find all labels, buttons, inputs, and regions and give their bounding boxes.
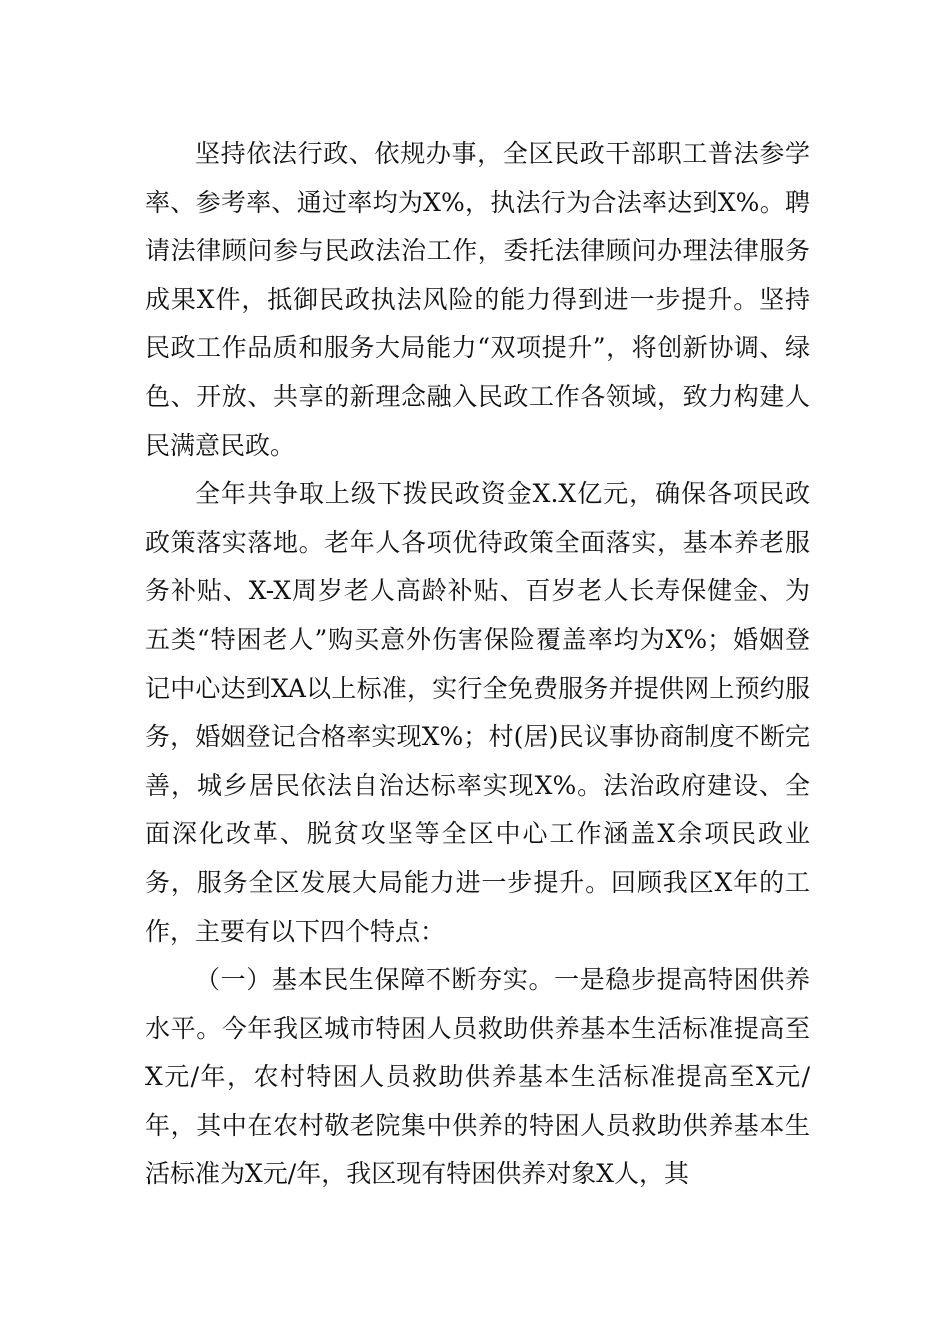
paragraph-legal-administration: 坚持依法行政、依规办事，全区民政干部职工普法参学率、参考率、通过率均为X%，执法行为合法率达到X%。聘请法律顾问参与民政法治工作，委托法律顾问办理法律服务成果X件，抵御民政执法风险的能力得到进一步提升。坚持民政工作品质和服务大局能力“双项提升”，将创新协调、绿色、开放、共享的新理念融入民政工作各领域，致力构建人民满意民政。 (145, 139, 810, 460)
paragraph-basic-livelihood: （一）基本民生保障不断夯实。一是稳步提高特困供养水平。今年我区城市特困人员救助供养基本生活标准提高至X元/年，农村特困人员救助供养基本生活标准提高至X元/年，其中在农村敬老院集中供养的特困人员救助供养基本生活标准为X元/年，我区现有特困供养对象X人，其 (145, 965, 810, 1189)
document-body (145, 130, 810, 1199)
paragraph-funding-and-policies: 全年共争取上级下拨民政资金X.X亿元，确保各项民政政策落实落地。老年人各项优待政策全面落实，基本养老服务补贴、X-X周岁老人高龄补贴、百岁老人长寿保健金、为五类“特困老人”购买意外伤害保险覆盖率均为X%；婚姻登记中心达到XA以上标准，实行全免费服务并提供网上预约服务，婚姻登记合格率实现X%；村(居)民议事协商制度不断完善，城乡居民依法自治达标率实现X%。法治政府建设、全面深化改革、脱贫攻坚等全区中心工作涵盖X余项民政业务，服务全区发展大局能力进一步提升。回顾我区X年的工作，主要有以下四个特点： (145, 479, 810, 946)
